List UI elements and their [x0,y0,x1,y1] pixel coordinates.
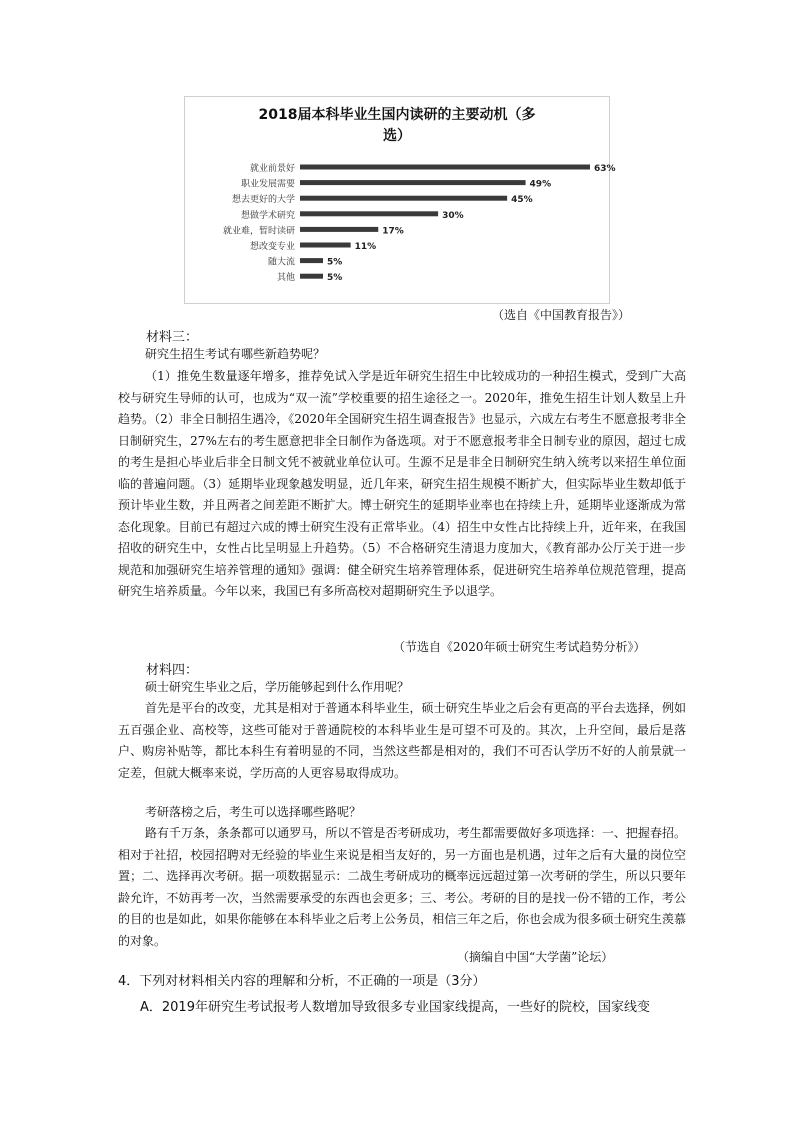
bar [300,196,507,201]
category-label: 想做学术研究 [240,210,295,221]
bar [300,243,351,248]
section4-heading: 材料四： [146,663,199,678]
value-label: 30% [442,210,464,221]
bar [300,211,438,216]
option-a: A．2019年研究生考试报考人数增加导致很多专业国家线提高，一些好的院校，国家线变 [140,1000,650,1015]
chart-title-line-1: 2018届本科毕业生国内读研的主要动机（多 [258,107,536,123]
category-label: 其他 [276,273,295,284]
chart-title-line-2: 选） [383,128,411,144]
value-label: 17% [382,226,404,237]
category-label: 就业难，暂时读研 [222,226,295,237]
category-label: 职业发展需要 [240,179,295,190]
section3-body: （1）推免生数量逐年增多，推荐免试入学是近年研究生招生中比较成功的一种招生模式，受到广大高校与研究生导师的认可，也成为“双一流”学校重要的招生途径之一。2020年，推免生招生计划人数呈上升趋势。（2）非全日制招生遇冷，《2020年全国研究生招生调查报告》也显示，六成左右考生不愿意报考非全日制研究生，27%左右的考生愿意把非全日制作为备选项。对于不愿意报考非全日制专业的原因，超过七成的考生是担心毕业后非全日制文凭不被就业单位认可。生源不足是非全日制研究生纳入统考以来招生单位面临的普遍问题。（3）延期毕业现象越发明显，近几年来，研究生招生规模不断扩大，但实际毕业生数却低于预计毕业生数，并且两者之间差距不断扩大。博士研究生的延期毕业率也在持续上升，延期毕业逐渐成为常态化现象。目前已有超过六成的博士研究生没有正常毕业。（4）招生中女性占比持续上升，近年来，在我国招收的研究生中，女性占比呈明显上升趋势。（5）不合格研究生清退力度加大，《教育部办公厅关于进一步规范和加强研究生培养管理的通知》强调：健全研究生培养管理体系，促进研究生培养单位规范管理，提高研究生培养质量。今年以来，我国已有多所高校对超期研究生予以退学。 [118,369,686,598]
category-label: 随大流 [267,257,295,268]
chart-source: （选自《中国教育报告》） [492,308,631,322]
category-label: 想改变专业 [249,242,295,252]
section3-heading: 材料三： [146,330,199,345]
bar [300,165,590,170]
section4-body-1: 首先是平台的改变，尤其是相对于普通本科毕业生，硕士研究生毕业之后会有更高的平台去选择，例如五百强企业、高校等，这些可能对于普通院校的本科毕业生是可望不可及的。其次，上升空间，最后是落户、购房补贴等，都比本科生有着明显的不同，当然这些都是相对的，我们不可否认学历不好的人前景就一定差，但就大概率来说，学历高的人更容易取得成功。 [118,701,686,780]
value-label: 45% [511,195,533,206]
question-4: 4．下列对材料相关内容的理解和分析，不正确的一项是（3分） [118,974,486,989]
bar [300,274,323,279]
section4-body-2: 路有千万条，条条都可以通罗马，所以不管是否考研成功，考生都需要做好多项选择：一、把握春招。相对于社招，校园招聘对无经验的毕业生来说是相当友好的，另一方面也是机遇，过年之后有大量的岗位空置；二、选择再次考研。据一项数据显示：二战生考研成功的概率远远超过第一次考研的学生，所以只要年龄允许，不妨再考一次，当然需要承受的东西也会更多；三、考公。考研的目的是找一份不错的工作，考公的目的也是如此，如果你能够在本科毕业之后考上公务员，相信三年之后，你也会成为很多硕士研究生羡慕的对象。 [118,826,686,948]
section4-question-1: 硕士研究生毕业之后，学历能够起到什么作用呢？ [145,680,410,694]
bar [300,180,526,185]
section3-source: （节选自《2020年硕士研究生考试趋势分析》） [393,640,646,654]
value-label: 49% [529,179,552,190]
bar [300,227,378,232]
value-label: 63% [594,164,616,174]
value-label: 11% [354,242,377,252]
chart-container [184,96,616,304]
category-label: 想去更好的大学 [231,195,295,206]
bar-chart [185,97,616,303]
section4-source: （摘编自中国“大学菌”论坛） [457,950,614,964]
section4-question-2: 考研落榜之后，考生可以选择哪些路呢？ [145,805,362,819]
section3-question: 研究生招生考试有哪些新趋势呢？ [145,347,326,361]
category-label: 就业前景好 [249,164,295,174]
value-label: 5% [327,273,343,284]
value-label: 5% [327,257,343,268]
bar [300,258,323,263]
